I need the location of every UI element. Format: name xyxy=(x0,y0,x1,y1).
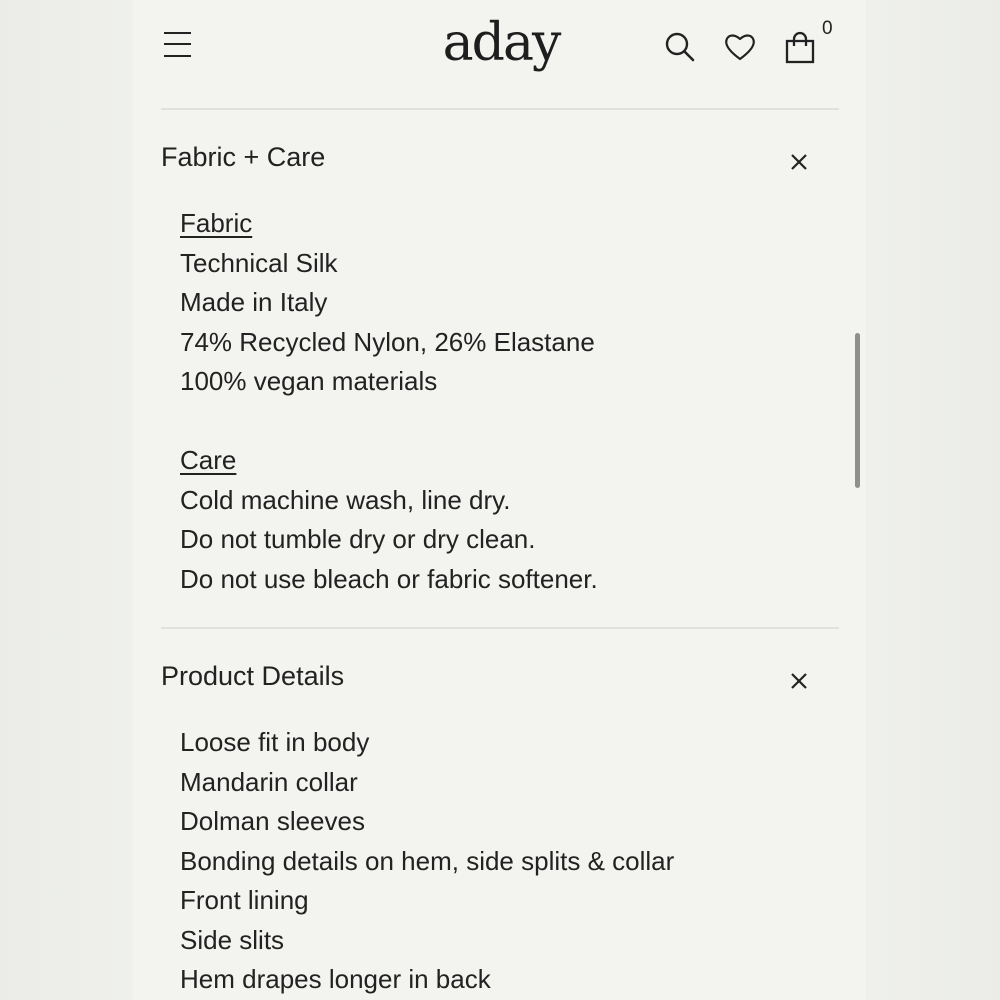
menu-icon[interactable] xyxy=(163,30,193,60)
product-details-content xyxy=(180,723,674,1000)
detail-line: Hem drapes longer in back xyxy=(180,964,491,994)
background-left xyxy=(0,0,133,1000)
background-right xyxy=(866,0,1000,1000)
detail-line: Dolman sleeves xyxy=(180,806,365,836)
product-details-title[interactable]: Product Details xyxy=(161,661,345,691)
detail-line: Loose fit in body xyxy=(180,727,370,757)
product-details-close-icon[interactable] xyxy=(787,669,811,693)
search-icon[interactable] xyxy=(663,30,697,64)
section-divider xyxy=(161,627,839,629)
care-line: Do not tumble dry or dry clean. xyxy=(180,524,536,554)
detail-line: Mandarin collar xyxy=(180,766,358,797)
cart-count-badge: 0 xyxy=(822,18,833,39)
fabric-care-content xyxy=(180,204,598,599)
brand-logo[interactable]: aday xyxy=(442,13,560,73)
spacer xyxy=(180,402,598,442)
detail-line: Side slits xyxy=(180,924,285,955)
fabric-line: 74% Recycled Nylon, 26% Elastane xyxy=(180,326,595,357)
detail-line: Front lining xyxy=(180,885,309,915)
detail-line: Bonding details on hem, side splits & collar xyxy=(180,845,675,876)
fabric-line: Made in Italy xyxy=(180,287,328,317)
fabric-care-close-icon[interactable] xyxy=(787,150,811,174)
care-line: Do not use bleach or fabric softener. xyxy=(180,563,598,594)
heart-icon[interactable] xyxy=(723,30,757,64)
mobile-page xyxy=(133,0,866,1000)
care-line: Cold machine wash, line dry. xyxy=(180,484,511,515)
care-heading: Care xyxy=(180,445,237,475)
fabric-line: 100% vegan materials xyxy=(180,366,438,396)
fabric-line: Technical Silk xyxy=(180,247,338,278)
header-divider xyxy=(161,108,839,110)
fabric-care-title[interactable]: Fabric + Care xyxy=(161,142,326,172)
scrollbar[interactable] xyxy=(855,333,860,488)
shopping-bag-icon[interactable] xyxy=(783,30,817,64)
fabric-heading: Fabric xyxy=(180,208,253,238)
